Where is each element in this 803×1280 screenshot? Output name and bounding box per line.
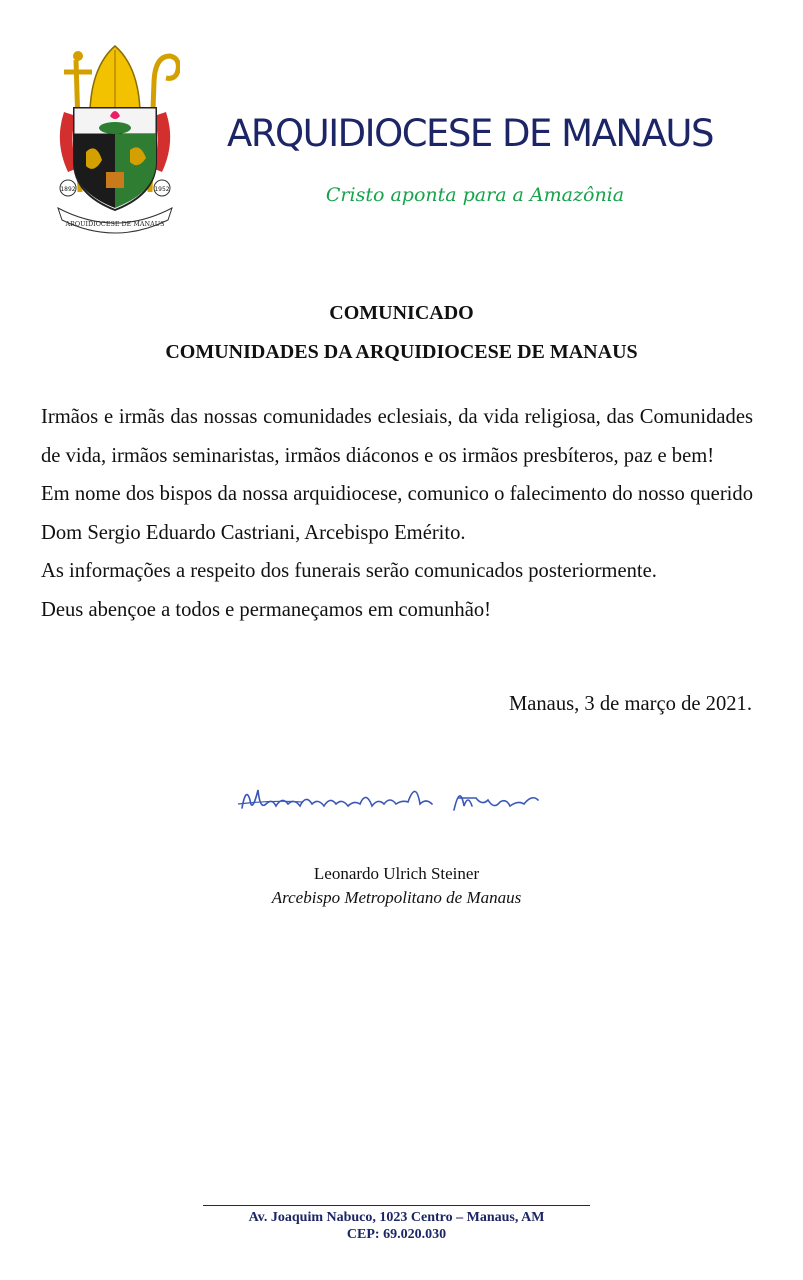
coat-of-arms-icon <box>50 42 180 234</box>
paragraph-blessing: Deus abençoe a todos e permaneçamos em comunhão! <box>41 598 492 621</box>
document-heading: COMUNICADO <box>329 302 474 324</box>
footer-divider <box>203 1205 590 1206</box>
date-line: Manaus, 3 de março de 2021. <box>508 693 752 715</box>
paragraph-announcement: Em nome dos bispos da nossa arquidiocese, comunico o falecimento do nosso querido Dom Sergio Eduardo Castriani, Arcebispo Emérito. <box>41 483 753 544</box>
handwritten-signature-icon <box>232 770 552 830</box>
document-body <box>41 398 753 630</box>
footer-cep: CEP: 69.020.030 <box>346 1227 447 1242</box>
document-subheading: COMUNIDADES DA ARQUIDIOCESE DE MANAUS <box>165 341 638 363</box>
signer-name: Leonardo Ulrich Steiner <box>313 864 480 883</box>
coat-ribbon-text: ARQUIDIOCESE DE MANAUS <box>65 220 165 228</box>
paragraph-greeting: Irmãos e irmãs das nossas comunidades eclesiais, da vida religiosa, das Comunidades de vida, irmãos seminaristas, irmãos diáconos e os irmãos presbíteros, paz e bem! <box>41 406 753 467</box>
footer-address: Av. Joaquim Nabuco, 1023 Centro – Manaus, AM <box>248 1210 545 1225</box>
motto: Cristo aponta para a Amazônia <box>325 184 625 206</box>
organization-name: ARQUIDIOCESE DE MANAUS <box>227 112 713 155</box>
coat-year-left: 1892 <box>60 186 76 193</box>
coat-year-right: 1952 <box>154 186 170 193</box>
paragraph-funeral-info: As informações a respeito dos funerais serão comunicados posteriormente. <box>41 560 657 583</box>
signer-title: Arcebispo Metropolitano de Manaus <box>271 888 522 907</box>
